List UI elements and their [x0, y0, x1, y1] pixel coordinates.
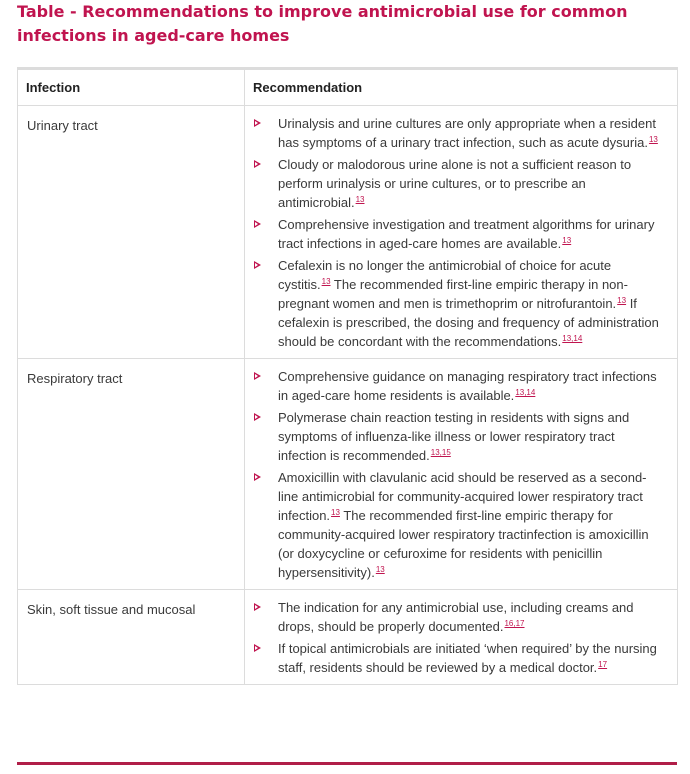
list-item — [252, 367, 665, 405]
triangle-outline-icon — [254, 603, 261, 611]
triangle-outline-icon — [254, 413, 261, 421]
reference-link[interactable]: 17 — [598, 660, 608, 669]
recommendation-text: The recommended first-line empiric therapy in non-pregnant women and men is trimethoprim or nitrofurantoin. — [278, 277, 628, 311]
recommendation-text: The indication for any antimicrobial use, including creams and drops, should be properly documented. — [278, 600, 634, 634]
triangle-outline-icon — [254, 119, 261, 127]
triangle-outline-icon — [254, 473, 261, 481]
reference-link[interactable]: 16,17 — [504, 619, 525, 628]
reference-link[interactable]: 13 — [321, 277, 331, 286]
recommendation-text: Comprehensive guidance on managing respiratory tract infections in aged-care home residents is available. — [278, 369, 657, 403]
reference-link[interactable]: 13,14 — [515, 388, 536, 397]
reference-link[interactable]: 13 — [375, 565, 385, 574]
list-item — [252, 155, 665, 212]
recommendation-text: Amoxicillin with clavulanic acid should be reserved as a second-line antimicrobial for community-acquired lower respiratory tract infection. — [278, 470, 647, 523]
triangle-outline-icon — [254, 261, 261, 269]
recommendation-text: If cefalexin is prescribed, the dosing and frequency of administration should be concordant with the recommendations. — [278, 296, 659, 349]
recommendation-cell — [245, 590, 678, 685]
reference-link[interactable]: 13 — [331, 508, 340, 517]
list-item — [252, 639, 665, 677]
header-infection: Infection — [18, 69, 245, 106]
triangle-outline-icon — [254, 220, 261, 228]
bottom-divider — [17, 762, 677, 765]
header-recommendation: Recommendation — [245, 69, 678, 106]
reference-link[interactable]: 13 — [617, 296, 627, 305]
list-item — [252, 468, 665, 582]
recommendation-cell — [245, 359, 678, 590]
recommendation-text: Cloudy or malodorous urine alone is not a sufficient reason to perform urinalysis or urine cultures, or to prescribe an antimicrobial. — [278, 157, 632, 210]
recommendation-text: Polymerase chain reaction testing in residents with signs and symptoms of influenza-like illness or lower respiratory tract infection is recommended. — [278, 410, 630, 463]
reference-link[interactable]: 13,15 — [430, 448, 451, 457]
reference-link[interactable]: 13 — [648, 135, 658, 144]
triangle-outline-icon — [254, 160, 261, 168]
recommendation-text: Comprehensive investigation and treatment algorithms for urinary tract infections in aged-care homes are available. — [278, 217, 655, 251]
table-row — [18, 590, 678, 685]
list-item — [252, 215, 665, 253]
recommendation-list — [252, 367, 665, 582]
recommendation-list — [252, 114, 665, 351]
list-item — [252, 598, 665, 636]
list-item — [252, 114, 665, 152]
infection-cell: Respiratory tract — [18, 359, 245, 590]
recommendation-cell — [245, 106, 678, 359]
recommendation-text: Cefalexin is no longer the antimicrobial of choice for acute cystitis. — [278, 258, 612, 292]
recommendation-text: The recommended first-line empiric therapy for community-acquired lower respiratory tractinfection is amoxicillin (or doxycycline or cefuroxime for residents with penicillin hypersensitivity). — [278, 508, 649, 580]
table-title: Table - Recommendations to improve antimicrobial use for common infections in aged-care homes — [17, 2, 628, 45]
infection-cell: Skin, soft tissue and mucosal — [18, 590, 245, 685]
triangle-outline-icon — [254, 372, 261, 380]
reference-link[interactable]: 13 — [355, 195, 365, 204]
recommendation-text: Urinalysis and urine cultures are only appropriate when a resident has symptoms of a urinary tract infection, such as acute dysuria. — [278, 116, 656, 150]
list-item — [252, 408, 665, 465]
reference-link[interactable]: 13 — [562, 236, 572, 245]
recommendation-list — [252, 598, 665, 677]
recommendation-text: If topical antimicrobials are initiated ‘when required’ by the nursing staff, residents should be reviewed by a medical doctor. — [278, 641, 657, 675]
table-body — [18, 106, 678, 685]
reference-link[interactable]: 13,14 — [562, 334, 583, 343]
list-item — [252, 256, 665, 351]
table-row — [18, 106, 678, 359]
table-header-row — [18, 69, 678, 106]
recommendations-table — [17, 67, 678, 685]
table-row — [18, 359, 678, 590]
triangle-outline-icon — [254, 644, 261, 652]
infection-cell: Urinary tract — [18, 106, 245, 359]
